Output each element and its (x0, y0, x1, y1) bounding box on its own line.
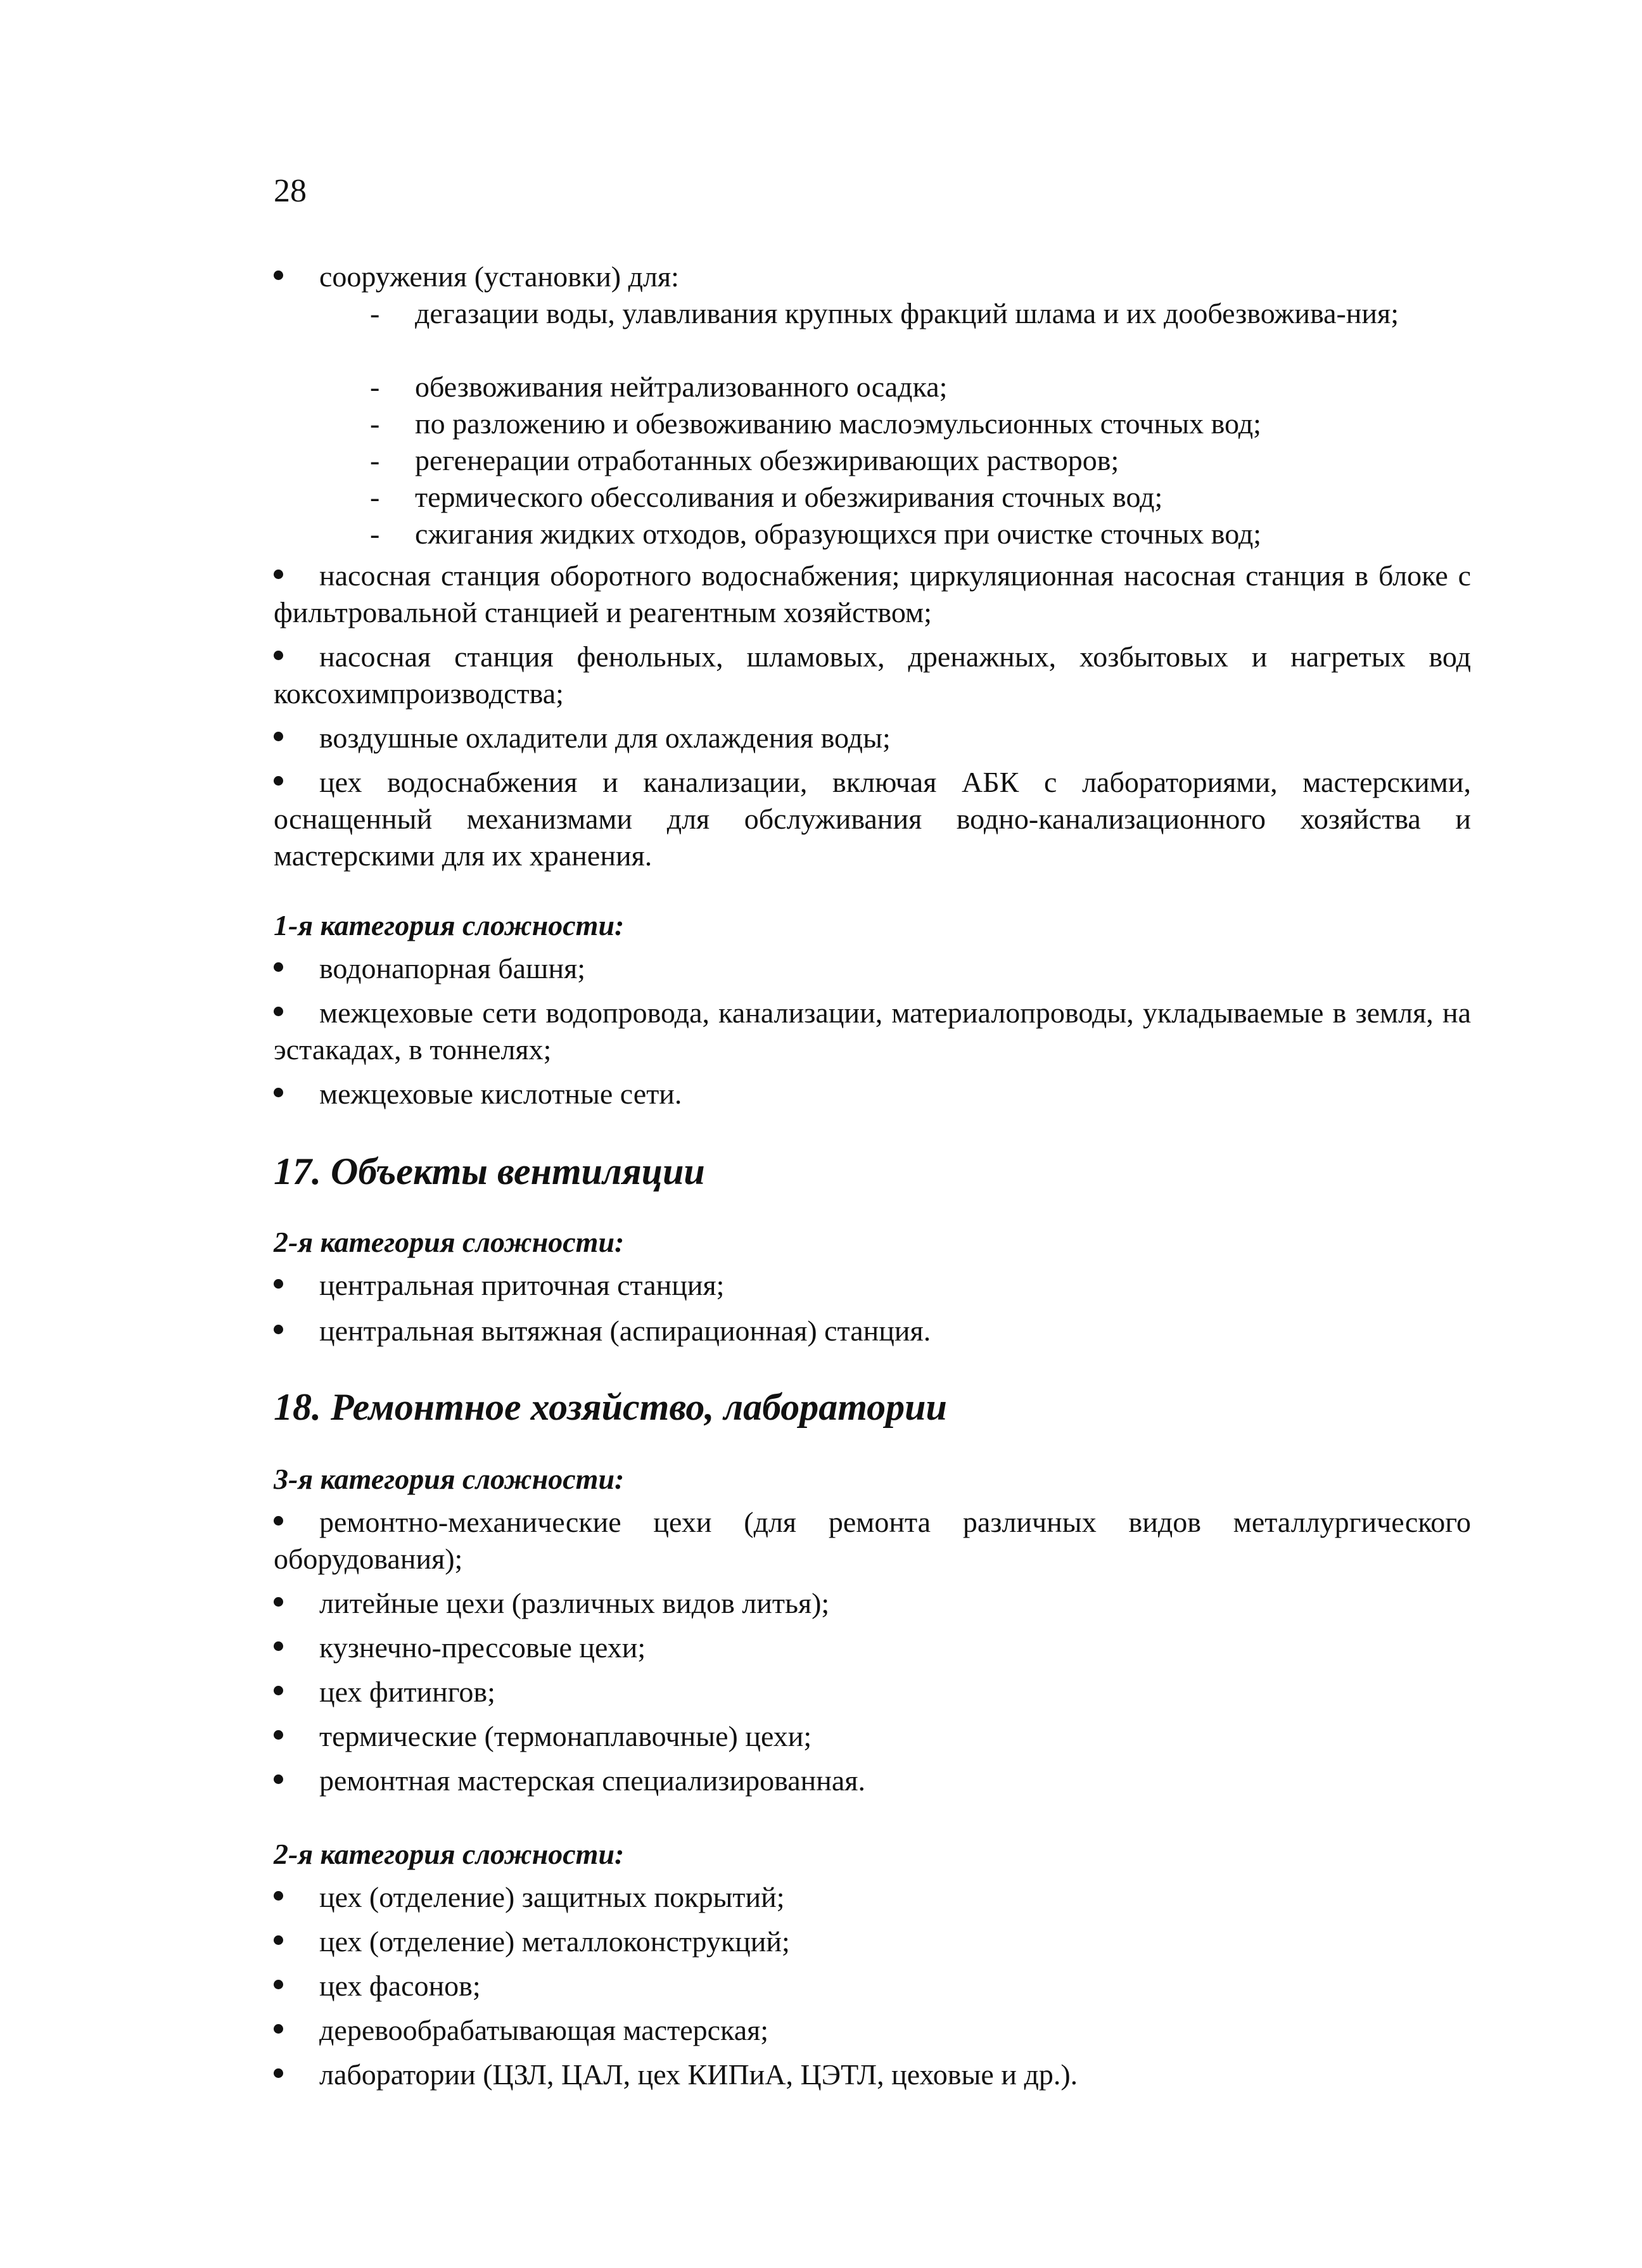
list-item: сооружения (установки) для: (274, 258, 1471, 295)
page-number: 28 (274, 173, 307, 209)
list-item: водонапорная башня; (274, 950, 1471, 987)
list-item: кузнечно-прессовые цехи; (274, 1629, 1471, 1666)
list-item: термические (термонаплавочные) цехи; (274, 1718, 1471, 1755)
list-item: межцеховые кислотные сети. (274, 1076, 1471, 1112)
list-item: цех фитингов; (274, 1674, 1471, 1711)
list-item: центральная вытяжная (аспирационная) станция. (274, 1313, 1471, 1349)
sub-list-item: - регенерации отработанных обезжиривающих растворов; (415, 442, 1467, 479)
sub-list-item: - дегазации воды, улавливания крупных фракций шлама и их дообезвожива-ния; (415, 295, 1467, 332)
sub-list-item: - сжигания жидких отходов, образующихся при очистке сточных вод; (415, 516, 1467, 552)
sub-list-item: - обезвоживания нейтрализованного осадка; (415, 369, 1467, 405)
list-item: ремонтная мастерская специализированная. (274, 1762, 1471, 1799)
category-heading: 2-я категория сложности: (274, 1838, 625, 1870)
list-item: цех (отделение) металлоконструкций; (274, 1923, 1471, 1960)
list-item: насосная станция оборотного водоснабжения; циркуляционная насосная станция в блоке с фильтровальной станцией и реагентным хозяйством; (274, 557, 1471, 631)
category-heading: 1-я категория сложности: (274, 909, 625, 941)
sub-list-item: - по разложению и обезвоживанию маслоэмульсионных сточных вод; (415, 405, 1467, 442)
list-item: литейные цехи (различных видов литья); (274, 1585, 1471, 1622)
list-item: воздушные охладители для охлаждения воды; (274, 720, 1471, 756)
sub-list-item: - термического обессоливания и обезжиривания сточных вод; (415, 479, 1467, 516)
list-item: цех фасонов; (274, 1968, 1471, 2004)
category-heading: 3-я категория сложности: (274, 1463, 625, 1495)
category-heading: 2-я категория сложности: (274, 1226, 625, 1258)
list-item: центральная приточная станция; (274, 1267, 1471, 1304)
list-item: насосная станция фенольных, шламовых, дренажных, хозбытовых и нагретых вод коксохимпроизводства; (274, 639, 1471, 712)
list-item: цех водоснабжения и канализации, включая АБК с лабораториями, мастерскими, оснащенный механизмами для обслуживания водно-канализационного хозяйства и мастерскими для их хранения. (274, 764, 1471, 874)
section-title: 18. Ремонтное хозяйство, лаборатории (274, 1386, 947, 1428)
list-item: лаборатории (ЦЗЛ, ЦАЛ, цех КИПиА, ЦЭТЛ, цеховые и др.). (274, 2056, 1471, 2093)
section-title: 17. Объекты вентиляции (274, 1150, 705, 1192)
list-item: цех (отделение) защитных покрытий; (274, 1879, 1471, 1916)
list-item: деревообрабатывающая мастерская; (274, 2012, 1471, 2049)
list-item: ремонтно-механические цехи (для ремонта различных видов металлургического оборудования); (274, 1504, 1471, 1577)
list-item: межцеховые сети водопровода, канализации, материалопроводы, укладываемые в земля, на эстакадах, в тоннелях; (274, 995, 1471, 1068)
